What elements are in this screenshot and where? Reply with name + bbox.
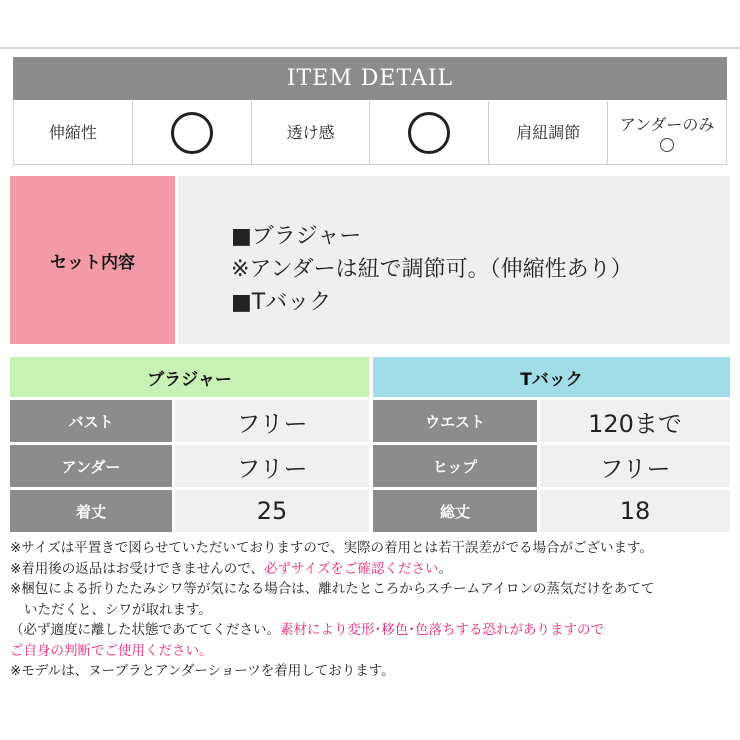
under-only-text: アンダーのみ <box>619 114 715 134</box>
note-line <box>10 559 735 580</box>
property-table <box>13 101 727 165</box>
notes <box>10 538 735 682</box>
set-line: ■ブラジャー <box>231 224 362 249</box>
stretch-value <box>133 101 252 164</box>
set-contents-label: セット内容 <box>10 176 175 344</box>
item-detail-banner: ITEM DETAIL <box>13 57 727 100</box>
tback-header: Tバック <box>373 357 730 397</box>
note-highlight: 必ずサイズをご確認ください <box>264 560 439 577</box>
sheer-value <box>370 101 489 164</box>
note-line: ※梱包による折りたたみシワ等が気になる場合は、離れたところからスチームアイロンの蒸気だけをあてて <box>10 581 655 597</box>
small-circle-mark-icon <box>660 138 674 152</box>
strap-adjust-value <box>608 101 727 164</box>
note-text: 。 <box>438 560 452 577</box>
tback-length-value: 18 <box>540 490 730 532</box>
note-text: ※着用後の返品はお受けできませんので、 <box>10 560 265 577</box>
bra-length-value: 25 <box>175 490 369 532</box>
bra-under-value: フリー <box>175 445 369 487</box>
sheer-label: 透け感 <box>252 101 371 164</box>
stretch-label: 伸縮性 <box>14 101 133 164</box>
bra-under-label: アンダー <box>10 445 172 487</box>
tback-hip-label: ヒップ <box>373 445 537 487</box>
tback-length-label: 総丈 <box>373 490 537 532</box>
note-highlight: 素材により変形･移色･色落ちする恐れがありますので <box>280 622 604 638</box>
note-line: ※モデルは、ヌーブラとアンダーショーツを着用しております。 <box>10 663 395 679</box>
tback-waist-label: ウエスト <box>373 400 537 442</box>
bra-bust-label: バスト <box>10 400 172 442</box>
tback-waist-value: 120まで <box>540 400 730 442</box>
circle-mark-icon <box>171 112 213 154</box>
set-contents <box>178 176 730 344</box>
strap-adjust-label: 肩紐調節 <box>489 101 608 164</box>
set-line: ※アンダーは紐で調節可。（伸縮性あり） <box>231 257 633 282</box>
circle-mark-icon <box>408 112 450 154</box>
note-line: ※サイズは平置きで図らせていただいておりますので、実際の着用とは若干誤差がでる場合がございます。 <box>10 540 653 556</box>
note-text: （必ず適度に離した状態であててください。 <box>10 622 280 638</box>
set-line: ■Tバック <box>231 290 332 315</box>
bra-header: ブラジャー <box>10 357 369 397</box>
note-line: いただくと、シワが取れます。 <box>24 601 212 618</box>
top-divider <box>0 47 740 49</box>
bra-length-label: 着丈 <box>10 490 172 532</box>
note-line <box>10 620 735 641</box>
note-highlight: ご自身の判断でご使用ください。 <box>10 642 213 659</box>
bra-bust-value: フリー <box>175 400 369 442</box>
tback-hip-value: フリー <box>540 445 730 487</box>
